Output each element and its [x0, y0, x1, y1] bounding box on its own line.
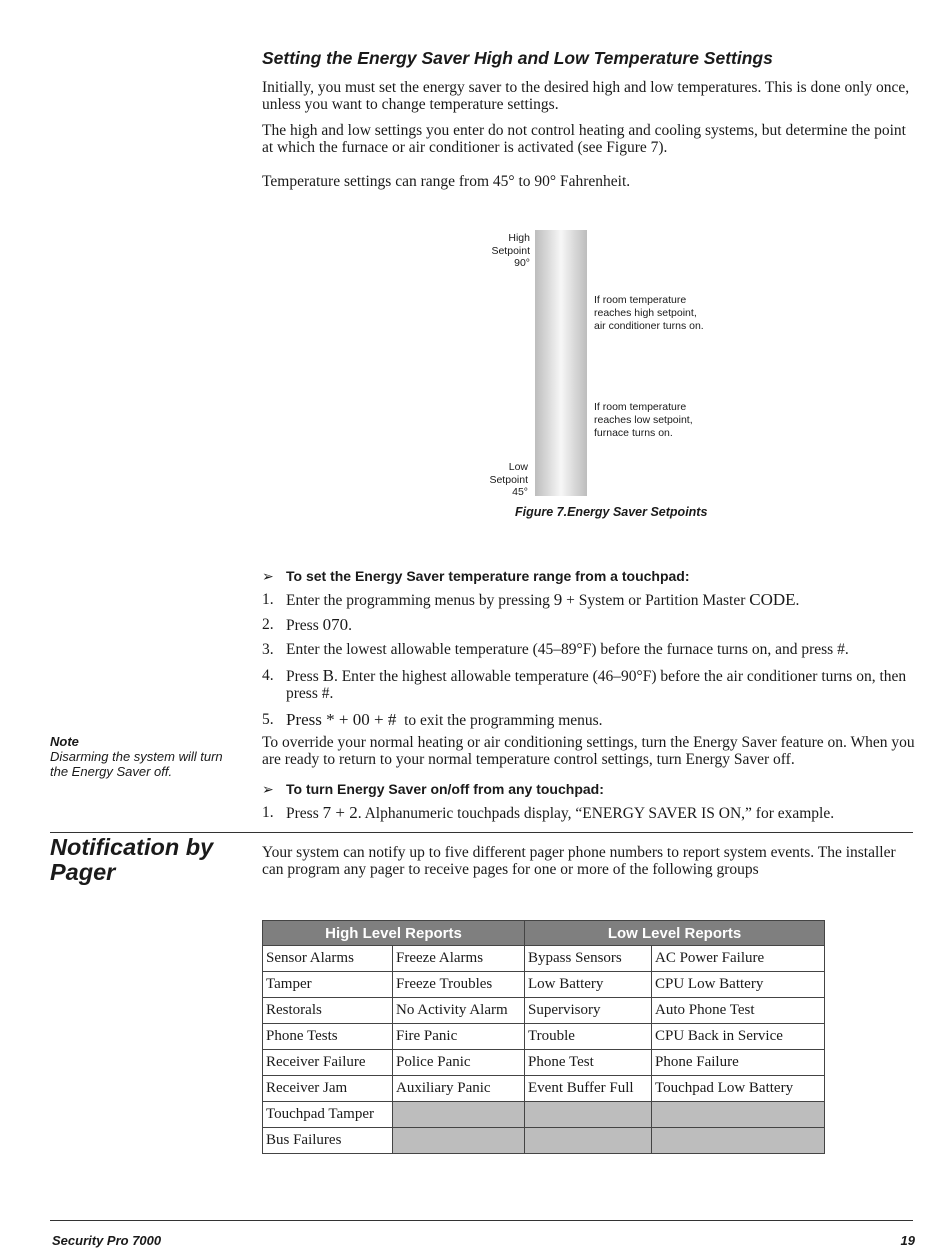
- key-code: 9: [553, 590, 563, 609]
- step-text-part: + System or Partition Master: [562, 592, 750, 609]
- high-label-line: High: [508, 232, 530, 244]
- table-cell: Auxiliary Panic: [393, 1076, 525, 1102]
- low-setpoint-label: [458, 461, 528, 499]
- figure-caption: Figure 7.Energy Saver Setpoints: [515, 505, 708, 519]
- procedure-step: [262, 641, 917, 658]
- table-cell: Freeze Alarms: [393, 946, 525, 972]
- high-label-line: Setpoint: [491, 244, 530, 257]
- table-header-row: [263, 921, 825, 946]
- step-text-part: .: [795, 592, 800, 609]
- table-row: [263, 1102, 825, 1128]
- procedure-heading-text: To set the Energy Saver temperature range from a touchpad:: [286, 568, 690, 584]
- note-line: reaches low setpoint,: [594, 413, 693, 426]
- step-text: [286, 591, 917, 609]
- step-text-part: Enter the programming menus by pressing: [286, 592, 554, 609]
- procedure-step: [262, 667, 917, 702]
- procedure-heading-toggle: [262, 781, 604, 798]
- procedure-heading-text: To turn Energy Saver on/off from any touchpad:: [286, 781, 604, 797]
- empty-cell: [525, 1102, 652, 1128]
- step-text-part: Press: [286, 668, 323, 685]
- low-level-reports-header: Low Level Reports: [525, 921, 825, 946]
- table-cell: Auto Phone Test: [652, 998, 825, 1024]
- step-number: 5.: [262, 711, 274, 728]
- step-text: [286, 711, 917, 729]
- section-title: Setting the Energy Saver High and Low Temperature Settings: [262, 48, 773, 68]
- procedure-step: [262, 804, 917, 822]
- step-text: [286, 804, 917, 822]
- pager-paragraph: Your system can notify up to five different pager phone numbers to report system events. The installer can program any pager to receive pages for one or more of the following groups: [262, 844, 896, 878]
- note-line: reaches high setpoint,: [594, 306, 697, 319]
- procedure-step: [262, 711, 917, 729]
- table-row: [263, 972, 825, 998]
- table-cell: Fire Panic: [393, 1024, 525, 1050]
- table-cell: Touchpad Tamper: [263, 1102, 393, 1128]
- step-text-part: . Enter the highest allowable temperature (46–90°F) before the air conditioner turns on, then press #.: [286, 668, 907, 702]
- footer-divider: [50, 1220, 913, 1221]
- table-row: [263, 1050, 825, 1076]
- table-cell: Trouble: [525, 1024, 652, 1050]
- step-text-part: .: [348, 617, 352, 634]
- step-text: [286, 667, 917, 702]
- step-number: 4.: [262, 667, 274, 684]
- table-cell: Restorals: [263, 998, 393, 1024]
- range-paragraph: Temperature settings can range from 45° to 90° Fahrenheit.: [262, 173, 631, 190]
- step-text-part: to exit the programming menus.: [396, 712, 603, 729]
- high-setpoint-note: [594, 294, 734, 332]
- arrow-bullet-icon: ➢: [262, 781, 274, 797]
- key-code: CODE: [749, 590, 796, 609]
- high-level-reports-header: High Level Reports: [263, 921, 525, 946]
- thermometer-bar: [535, 230, 587, 496]
- table-cell: Police Panic: [393, 1050, 525, 1076]
- empty-cell: [393, 1102, 525, 1128]
- table-cell: AC Power Failure: [652, 946, 825, 972]
- step-number: 1.: [262, 591, 274, 608]
- key-code: 070: [322, 615, 349, 634]
- table-row: [263, 1128, 825, 1154]
- table-cell: CPU Low Battery: [652, 972, 825, 998]
- high-label-value: 90°: [514, 257, 530, 269]
- table-row: [263, 1024, 825, 1050]
- pager-section-title: Notification by Pager: [50, 834, 214, 885]
- table-cell: Receiver Jam: [263, 1076, 393, 1102]
- note-text: Disarming the system will turn the Energy Saver off.: [50, 749, 223, 779]
- table-cell: Supervisory: [525, 998, 652, 1024]
- empty-cell: [393, 1128, 525, 1154]
- table-cell: Bus Failures: [263, 1128, 393, 1154]
- table-row: [263, 946, 825, 972]
- low-label-line: Low: [508, 461, 528, 473]
- table-cell: Bypass Sensors: [525, 946, 652, 972]
- step-text-part: Press: [286, 805, 323, 822]
- intro-paragraph: Initially, you must set the energy saver to the desired high and low temperatures. This is done only once, unless you want to change temperature settings.: [262, 79, 910, 113]
- low-setpoint-note: [594, 401, 734, 439]
- table-cell: Event Buffer Full: [525, 1076, 652, 1102]
- note-line: If room temperature: [594, 401, 687, 413]
- table-cell: CPU Back in Service: [652, 1024, 825, 1050]
- table-row: [263, 998, 825, 1024]
- table-cell: Phone Failure: [652, 1050, 825, 1076]
- key-code: 7 + 2: [322, 803, 358, 822]
- note-title: Note: [50, 734, 79, 749]
- step-text-part: . Alphanumeric touchpads display, “ENERGY SAVER IS ON,” for example.: [357, 805, 835, 822]
- table-cell: Tamper: [263, 972, 393, 998]
- note-line: air conditioner turns on.: [594, 319, 704, 332]
- empty-cell: [652, 1128, 825, 1154]
- step-text-part: Press: [286, 710, 327, 729]
- key-code: B: [322, 666, 334, 685]
- setpoint-paragraph: The high and low settings you enter do not control heating and cooling systems, but determine the point at which the furnace or air conditioner is activated (see Figure 7).: [262, 122, 906, 156]
- low-label-value: 45°: [512, 486, 528, 498]
- note-line: If room temperature: [594, 294, 687, 306]
- table-cell: Phone Test: [525, 1050, 652, 1076]
- override-paragraph: To override your normal heating or air conditioning settings, turn the Energy Saver feature on. When you are ready to return to your normal temperature control settings, turn Energy Saver off.: [262, 734, 915, 768]
- empty-cell: [525, 1128, 652, 1154]
- table-cell: Sensor Alarms: [263, 946, 393, 972]
- table-cell: Low Battery: [525, 972, 652, 998]
- step-text: Enter the lowest allowable temperature (45–89°F) before the furnace turns on, and press #.: [286, 641, 849, 658]
- pager-reports-table: [262, 920, 825, 1154]
- arrow-bullet-icon: ➢: [262, 568, 274, 584]
- procedure-step: [262, 591, 917, 609]
- step-number: 2.: [262, 616, 274, 633]
- step-number: 3.: [262, 641, 274, 658]
- step-text: [286, 616, 917, 634]
- note-line: furnace turns on.: [594, 426, 673, 439]
- low-label-line: Setpoint: [489, 473, 528, 486]
- key-code: * + 00 + #: [326, 710, 397, 729]
- table-cell: Touchpad Low Battery: [652, 1076, 825, 1102]
- table-cell: Freeze Troubles: [393, 972, 525, 998]
- table-cell: Receiver Failure: [263, 1050, 393, 1076]
- high-setpoint-label: [460, 232, 530, 270]
- step-number: 1.: [262, 804, 274, 821]
- table-row: [263, 1076, 825, 1102]
- table-cell: Phone Tests: [263, 1024, 393, 1050]
- page-number: 19: [900, 1233, 915, 1248]
- empty-cell: [652, 1102, 825, 1128]
- procedure-heading-set-range: [262, 568, 690, 585]
- table-cell: No Activity Alarm: [393, 998, 525, 1024]
- step-text-part: Press: [286, 617, 323, 634]
- section-divider: [50, 832, 913, 833]
- procedure-step: [262, 616, 917, 634]
- footer-product-name: Security Pro 7000: [52, 1233, 162, 1248]
